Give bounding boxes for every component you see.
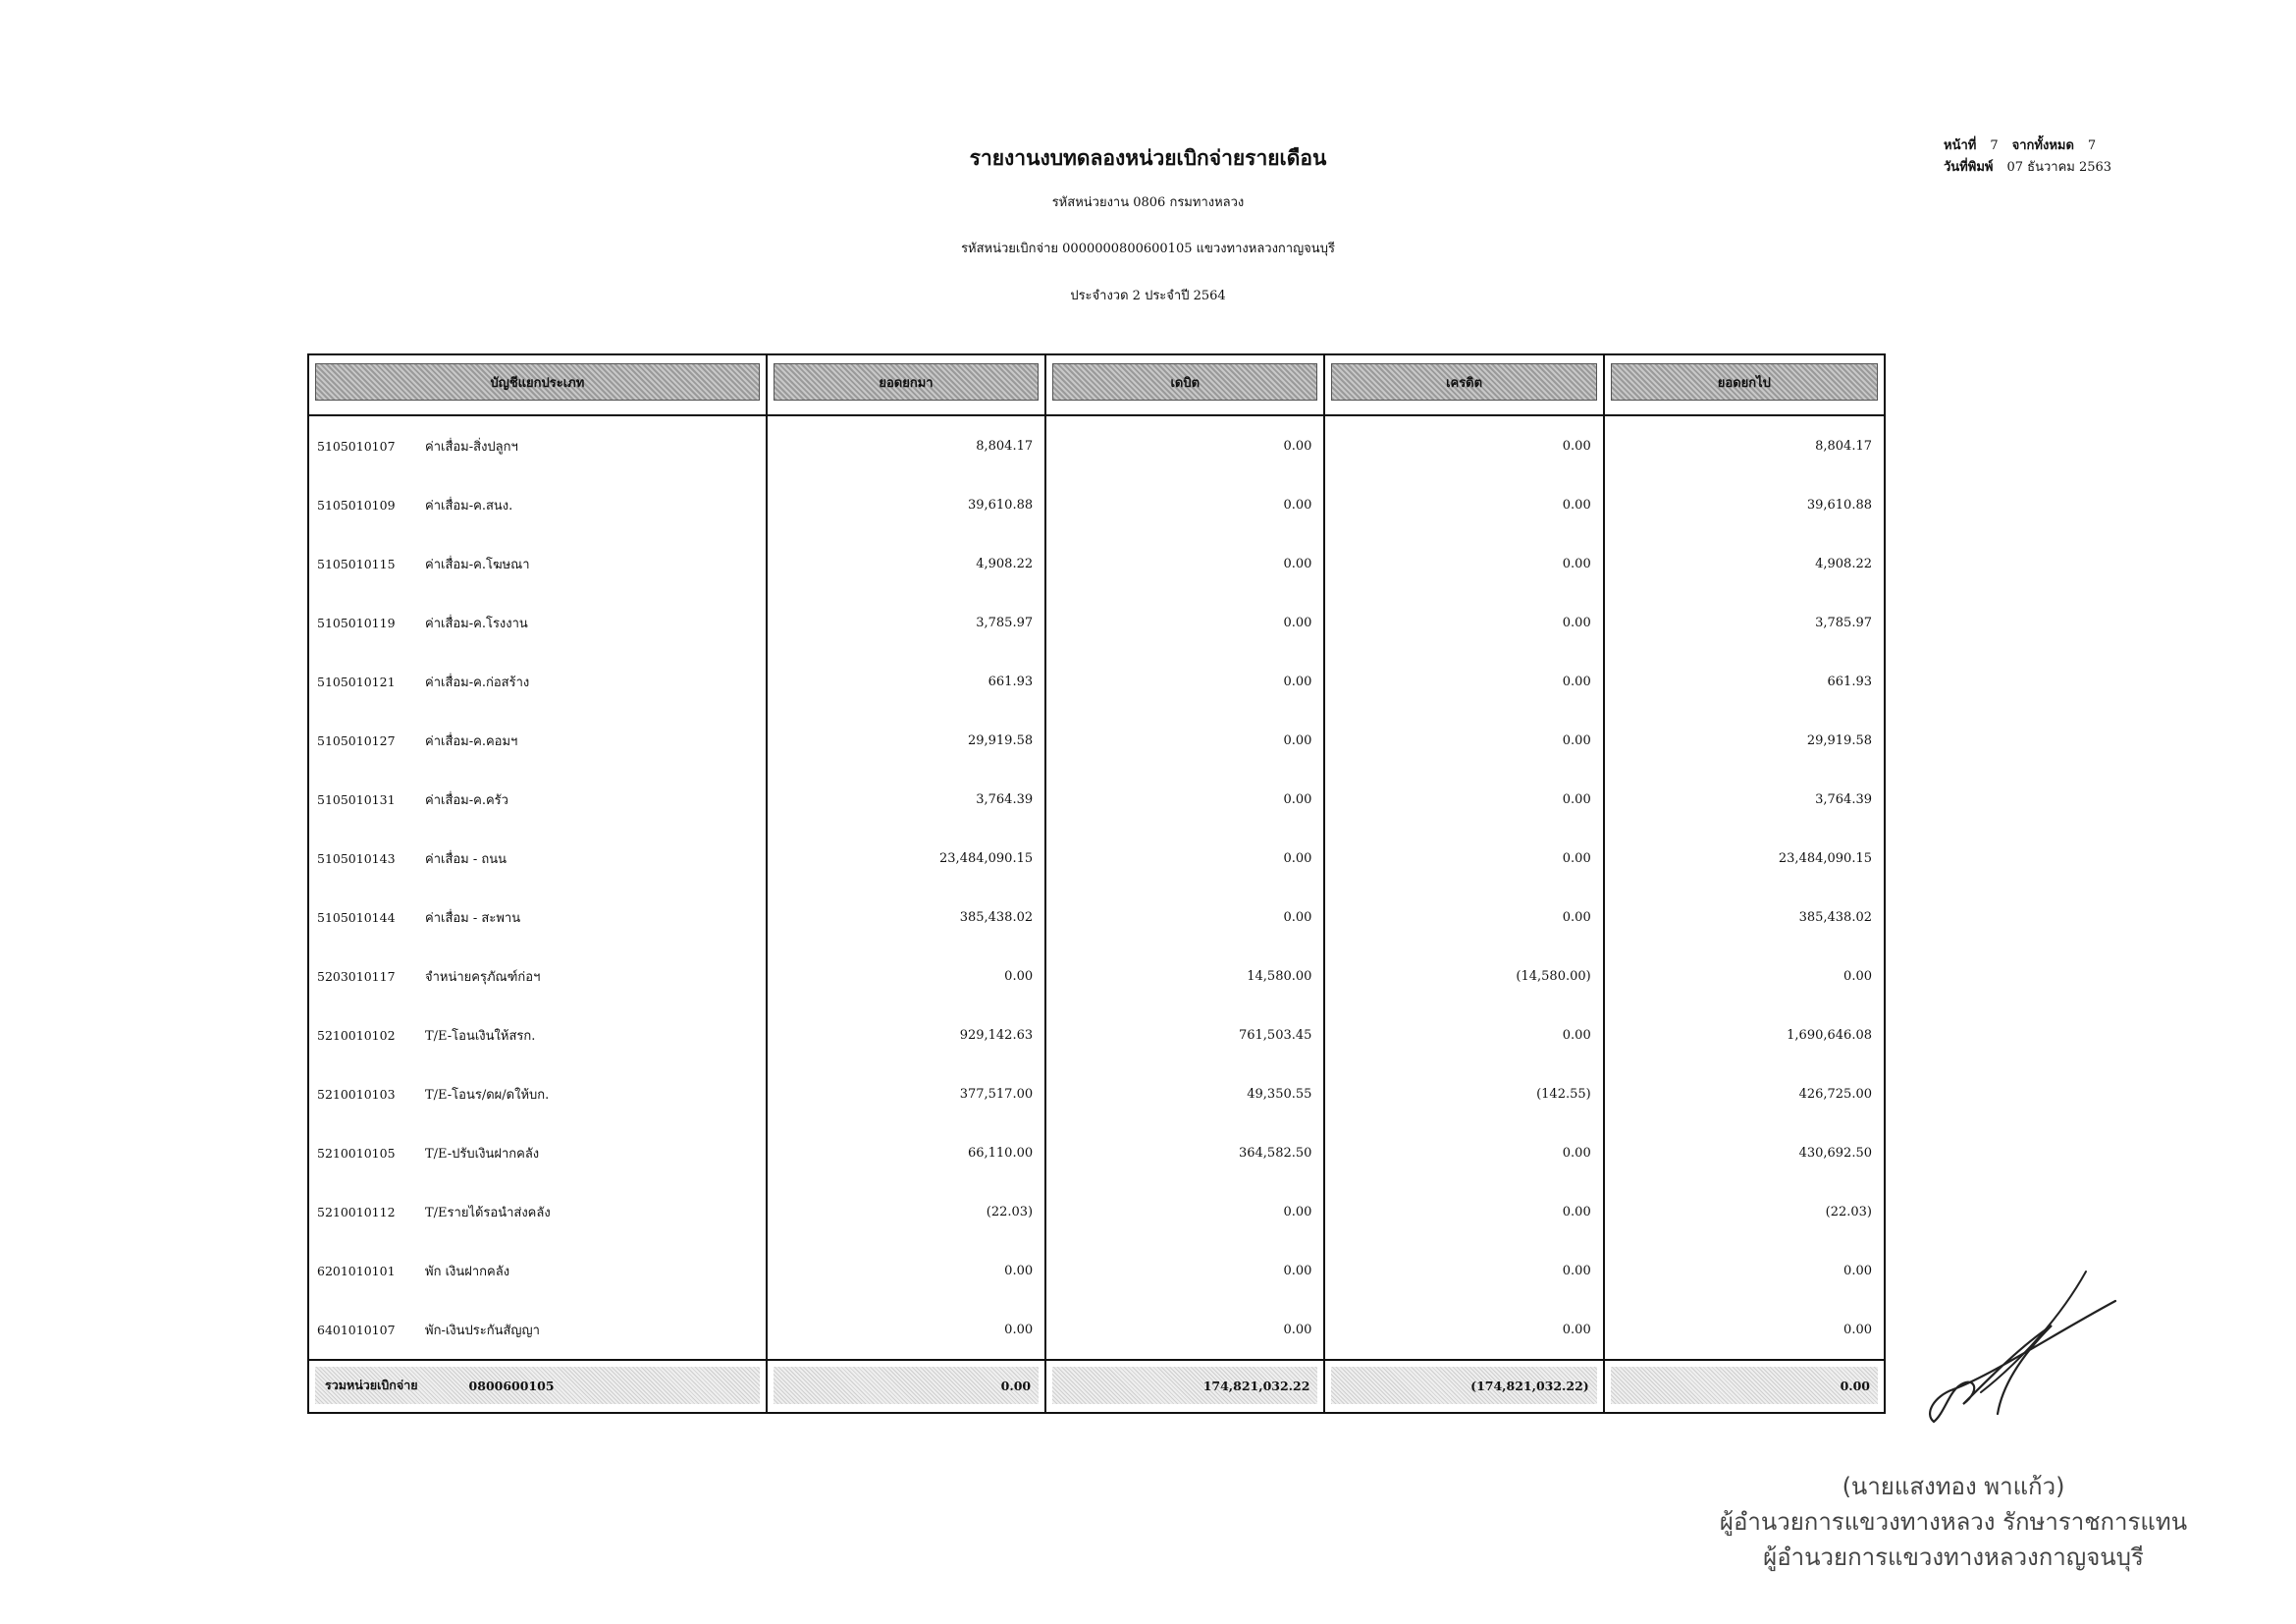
report-title: รายงานงบทดลองหน่วยเบิกจ่ายรายเดือน (969, 145, 1327, 170)
amount-bf: (22.03) (986, 1204, 1034, 1219)
amount-dr: 761,503.45 (1238, 1027, 1312, 1043)
table-row (309, 1182, 766, 1241)
brought-forward-column (768, 416, 1046, 1359)
account-code: 5210010102 (317, 1027, 396, 1043)
col-header-credit: เครดิต (1331, 363, 1596, 401)
total-debit: 174,821,032.22 (1052, 1367, 1317, 1404)
carried-forward-column (1605, 416, 1884, 1359)
table-row (309, 888, 766, 947)
table-row (309, 593, 766, 652)
table-row (309, 652, 766, 711)
total-row (309, 1359, 1884, 1412)
account-code: 5210010103 (317, 1086, 396, 1102)
account-code: 5105010121 (317, 674, 396, 689)
account-name: T/E-โอนร/ดผ/ดให้บก. (425, 1087, 550, 1103)
table-body (309, 416, 1884, 1359)
amount-cr: 0.00 (1562, 674, 1591, 689)
account-code: 5105010131 (317, 791, 396, 807)
account-column (309, 416, 768, 1359)
table-row (309, 1064, 766, 1123)
amount-cf: 1,690,646.08 (1787, 1027, 1872, 1043)
col-header-debit: เดบิต (1052, 363, 1317, 401)
table-row (309, 1123, 766, 1182)
account-code: 6201010101 (317, 1263, 396, 1278)
col-header-account: บัญชีแยกประเภท (315, 363, 760, 401)
amount-bf: 0.00 (1004, 968, 1034, 984)
amount-cf: 426,725.00 (1798, 1086, 1872, 1102)
amount-cr: 0.00 (1562, 791, 1591, 807)
table-row (309, 829, 766, 888)
amount-dr: 0.00 (1283, 1322, 1312, 1337)
amount-cf: 8,804.17 (1815, 438, 1872, 454)
amount-bf: 4,908.22 (976, 556, 1034, 571)
amount-bf: 385,438.02 (959, 909, 1034, 925)
account-name: T/E-ปรับเงินฝากคลัง (425, 1146, 540, 1162)
amount-bf: 661.93 (988, 674, 1034, 689)
amount-cr: 0.00 (1562, 1263, 1591, 1278)
account-name: จำหน่ายครุภัณฑ์ก่อฯ (425, 969, 541, 985)
amount-dr: 49,350.55 (1247, 1086, 1312, 1102)
account-code: 5105010107 (317, 438, 396, 454)
account-code: 6401010107 (317, 1322, 396, 1337)
amount-cr: 0.00 (1562, 615, 1591, 630)
amount-dr: 0.00 (1283, 674, 1312, 689)
amount-bf: 23,484,090.15 (939, 850, 1034, 866)
amount-dr: 0.00 (1283, 1204, 1312, 1219)
account-name: ค่าเสื่อม - ถนน (425, 851, 507, 867)
account-name: พัก เงินฝากคลัง (425, 1264, 510, 1279)
amount-cr: (14,580.00) (1516, 968, 1591, 984)
account-name: ค่าเสื่อม - สะพาน (425, 910, 521, 926)
account-name: ค่าเสื่อม-ค.โรงงาน (425, 616, 528, 631)
amount-bf: 0.00 (1004, 1263, 1034, 1278)
signer-name: (นายแสงทอง พาแก้ว) (1842, 1473, 2065, 1500)
amount-dr: 14,580.00 (1247, 968, 1312, 984)
account-name: ค่าเสื่อม-สิ่งปลูกฯ (425, 439, 518, 455)
print-date-label: วันที่พิมพ์ (1944, 160, 1994, 175)
amount-cr: 0.00 (1562, 850, 1591, 866)
amount-cf: 29,919.58 (1806, 732, 1872, 748)
total-brought-forward: 0.00 (774, 1367, 1039, 1404)
account-name: ค่าเสื่อม-ค.ครัว (425, 792, 508, 808)
amount-bf: 29,919.58 (967, 732, 1034, 748)
table-row (309, 770, 766, 829)
amount-dr: 0.00 (1283, 791, 1312, 807)
amount-bf: 39,610.88 (967, 497, 1034, 513)
unit-line: รหัสหน่วยเบิกจ่าย 0000000800600105 แขวงทางหลวงกาญจนบุรี (961, 242, 1335, 256)
amount-cf: 661.93 (1827, 674, 1872, 689)
account-code: 5105010119 (317, 615, 396, 630)
total-carried-forward: 0.00 (1611, 1367, 1878, 1404)
total-label: รวมหน่วยเบิกจ่าย (325, 1378, 418, 1392)
account-code: 5105010115 (317, 556, 396, 571)
amount-cf: (22.03) (1825, 1204, 1872, 1219)
credit-column (1325, 416, 1604, 1359)
trial-balance-table (307, 353, 1886, 1414)
account-code: 5210010112 (317, 1204, 396, 1219)
amount-cr: 0.00 (1562, 1322, 1591, 1337)
table-row (309, 534, 766, 593)
table-row (309, 947, 766, 1005)
amount-cr: 0.00 (1562, 1204, 1591, 1219)
table-row (309, 1005, 766, 1064)
account-name: ค่าเสื่อม-ค.คอมฯ (425, 733, 518, 749)
page-number: 7 (1990, 138, 1999, 153)
account-code: 5210010105 (317, 1145, 396, 1161)
amount-dr: 0.00 (1283, 909, 1312, 925)
amount-bf: 377,517.00 (959, 1086, 1034, 1102)
amount-cr: 0.00 (1562, 1145, 1591, 1161)
amount-cf: 39,610.88 (1806, 497, 1872, 513)
account-code: 5105010143 (317, 850, 396, 866)
account-code: 5105010144 (317, 909, 396, 925)
page-label: หน้าที่ (1944, 138, 1977, 153)
amount-cr: 0.00 (1562, 909, 1591, 925)
amount-cf: 0.00 (1843, 1263, 1872, 1278)
signer-title-1: ผู้อำนวยการแขวงทางหลวง รักษาราชการแทน (1719, 1508, 2188, 1536)
amount-cr: 0.00 (1562, 556, 1591, 571)
col-header-brought-forward: ยอดยกมา (774, 363, 1039, 401)
total-pages-label: จากทั้งหมด (2011, 138, 2074, 153)
amount-bf: 3,785.97 (976, 615, 1034, 630)
amount-cr: 0.00 (1562, 438, 1591, 454)
print-date: 07 ธันวาคม 2563 (2006, 160, 2112, 175)
period-line: ประจำงวด 2 ประจำปี 2564 (1070, 289, 1226, 303)
amount-cf: 23,484,090.15 (1778, 850, 1872, 866)
amount-bf: 66,110.00 (967, 1145, 1034, 1161)
amount-bf: 8,804.17 (976, 438, 1034, 454)
amount-cf: 0.00 (1843, 1322, 1872, 1337)
signer-block (1708, 1469, 2199, 1575)
account-name: T/Eรายได้รอนำส่งคลัง (425, 1205, 551, 1220)
debit-column (1046, 416, 1325, 1359)
amount-bf: 3,764.39 (976, 791, 1034, 807)
amount-dr: 0.00 (1283, 556, 1312, 571)
amount-bf: 929,142.63 (959, 1027, 1034, 1043)
amount-dr: 0.00 (1283, 438, 1312, 454)
table-row (309, 711, 766, 770)
amount-cf: 4,908.22 (1815, 556, 1872, 571)
amount-cf: 3,764.39 (1815, 791, 1872, 807)
col-header-carried-forward: ยอดยกไป (1611, 363, 1878, 401)
account-code: 5105010109 (317, 497, 396, 513)
amount-dr: 364,582.50 (1238, 1145, 1312, 1161)
account-name: ค่าเสื่อม-ค.สนง. (425, 498, 513, 514)
amount-cf: 0.00 (1843, 968, 1872, 984)
signer-title-2: ผู้อำนวยการแขวงทางหลวงกาญจนบุรี (1763, 1543, 2144, 1571)
amount-cf: 385,438.02 (1798, 909, 1872, 925)
account-name: ค่าเสื่อม-ค.โฆษณา (425, 557, 530, 572)
table-row (309, 475, 766, 534)
table-row (309, 1300, 766, 1359)
total-credit: (174,821,032.22) (1331, 1367, 1596, 1404)
page-meta (1944, 135, 2111, 179)
account-code: 5203010117 (317, 968, 396, 984)
account-name: พัก-เงินประกันสัญญา (425, 1323, 540, 1338)
total-label-cell (315, 1367, 760, 1404)
amount-dr: 0.00 (1283, 850, 1312, 866)
amount-dr: 0.00 (1283, 1263, 1312, 1278)
account-name: T/E-โอนเงินให้สรก. (425, 1028, 536, 1044)
amount-dr: 0.00 (1283, 615, 1312, 630)
amount-dr: 0.00 (1283, 732, 1312, 748)
account-code: 5105010127 (317, 732, 396, 748)
table-row (309, 416, 766, 475)
handwritten-signature (1904, 1267, 2140, 1424)
amount-cr: 0.00 (1562, 497, 1591, 513)
account-name: ค่าเสื่อม-ค.ก่อสร้าง (425, 675, 530, 690)
table-header (309, 355, 1884, 416)
amount-cf: 3,785.97 (1815, 615, 1872, 630)
amount-cf: 430,692.50 (1798, 1145, 1872, 1161)
amount-cr: (142.55) (1536, 1086, 1591, 1102)
amount-dr: 0.00 (1283, 497, 1312, 513)
amount-bf: 0.00 (1004, 1322, 1034, 1337)
amount-cr: 0.00 (1562, 1027, 1591, 1043)
table-row (309, 1241, 766, 1300)
agency-line: รหัสหน่วยงาน 0806 กรมทางหลวง (1051, 195, 1245, 210)
total-unit-code: 0800600105 (468, 1378, 555, 1393)
total-pages: 7 (2087, 138, 2097, 153)
amount-cr: 0.00 (1562, 732, 1591, 748)
